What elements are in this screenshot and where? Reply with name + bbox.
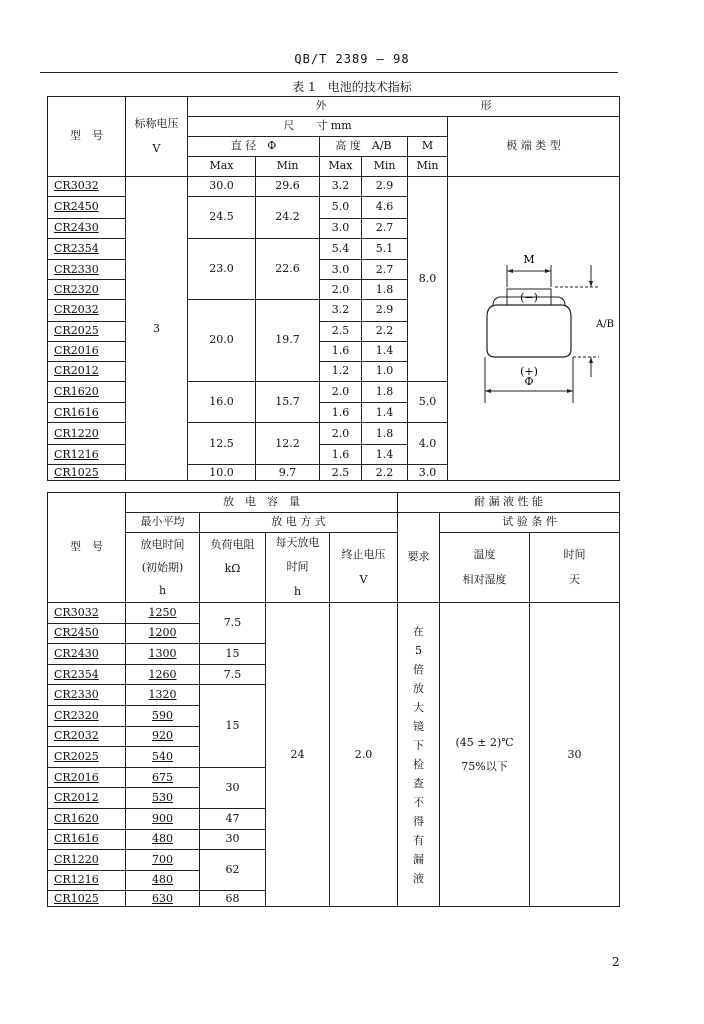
endv-header <box>330 533 398 603</box>
rh-text: 75%以下 <box>461 759 508 773</box>
diagram-ab-label: A/B <box>595 319 614 330</box>
h-max-cell: 3.0 <box>320 260 362 280</box>
model-cell: CR2016 <box>48 341 126 361</box>
temp-header <box>440 533 530 603</box>
dims-header: 尺 寸 mm <box>188 117 448 137</box>
h-max-cell: 5.0 <box>320 197 362 219</box>
h-max-cell: 2.5 <box>320 321 362 341</box>
m-cell: 5.0 <box>408 381 448 423</box>
dia-min-cell: 12.2 <box>256 423 320 465</box>
m-cell: 4.0 <box>408 423 448 465</box>
dia-max-cell: 16.0 <box>188 381 256 423</box>
h-min-cell: 1.4 <box>362 445 408 465</box>
h-min-cell: 5.1 <box>362 238 408 260</box>
model-cell: CR2430 <box>48 644 126 665</box>
min-avg-header: 最小平均 <box>126 513 200 533</box>
model-cell: CR1620 <box>48 381 126 403</box>
temp-text: (45 ± 2)℃ <box>455 735 514 749</box>
hours-cell: 900 <box>126 808 200 829</box>
model-cell: CR2032 <box>48 726 126 747</box>
diagram-m-label: M <box>522 253 535 266</box>
button-cell-diagram <box>449 177 619 477</box>
diagram-phi-label: Φ <box>523 375 534 388</box>
model-cell: CR2025 <box>48 321 126 341</box>
endv-value: 2.0 <box>330 603 398 907</box>
model-cell: CR2016 <box>48 767 126 788</box>
hours-cell: 1320 <box>126 685 200 706</box>
dia-min-cell: 9.7 <box>256 465 320 481</box>
requirement-header: 要求 <box>398 513 440 603</box>
hours-cell: 675 <box>126 767 200 788</box>
table-caption: 表 1 电池的技术指标 <box>292 80 412 94</box>
model-cell: CR2330 <box>48 260 126 280</box>
load-unit: kΩ <box>224 561 241 575</box>
h-max-cell: 2.0 <box>320 423 362 445</box>
voltage-header <box>126 97 188 177</box>
model-cell: CR2032 <box>48 300 126 322</box>
h-max-header: Max <box>320 157 362 177</box>
model-cell: CR1216 <box>48 870 126 891</box>
model-cell: CR1220 <box>48 423 126 445</box>
dia-max-cell: 23.0 <box>188 238 256 300</box>
time-value: 30 <box>530 603 620 907</box>
model-cell: CR1216 <box>48 445 126 465</box>
hours-unit: h <box>126 581 200 603</box>
hours-cell: 920 <box>126 726 200 747</box>
dia-max-cell: 20.0 <box>188 300 256 382</box>
hours-cell: 480 <box>126 870 200 891</box>
time-unit: 天 <box>569 572 580 586</box>
h-max-cell: 1.6 <box>320 341 362 361</box>
temp-header-label: 温度 <box>473 548 496 562</box>
model-cell: CR1620 <box>48 808 126 829</box>
appearance-header: 外 形 <box>188 97 620 117</box>
model-cell: CR2450 <box>48 623 126 644</box>
temp-value <box>440 603 530 907</box>
h-min-cell: 1.4 <box>362 341 408 361</box>
m-cell: 3.0 <box>408 465 448 481</box>
h-min-cell: 1.8 <box>362 381 408 403</box>
h-max-cell: 1.2 <box>320 361 362 381</box>
voltage-header-label: 标称电压 <box>134 117 179 131</box>
h-min-header: Min <box>362 157 408 177</box>
spec-table-dimensions <box>47 96 620 481</box>
voltage-unit: V <box>152 141 161 155</box>
dia-min-cell: 22.6 <box>256 238 320 300</box>
h-min-cell: 1.4 <box>362 403 408 423</box>
model-header: 型 号 <box>48 97 126 177</box>
conditions-header: 试 验 条 件 <box>440 513 620 533</box>
dia-max-cell: 10.0 <box>188 465 256 481</box>
daily-header-label: 每天放电 <box>275 536 320 550</box>
method-header: 放 电 方 式 <box>200 513 398 533</box>
h-max-cell: 2.0 <box>320 280 362 300</box>
dia-min-cell: 15.7 <box>256 381 320 423</box>
hours-cell: 630 <box>126 891 200 907</box>
hours-cell: 1200 <box>126 623 200 644</box>
h-max-cell: 3.2 <box>320 177 362 197</box>
load-cell: 30 <box>200 767 266 808</box>
model-cell: CR2012 <box>48 788 126 809</box>
model-cell: CR3032 <box>48 603 126 624</box>
endv-header-label: 终止电压 <box>341 548 386 562</box>
requirement-value <box>398 603 440 907</box>
load-cell: 7.5 <box>200 603 266 644</box>
hours-cell: 700 <box>126 850 200 871</box>
dia-min-header: Min <box>256 157 320 177</box>
h-max-cell: 1.6 <box>320 445 362 465</box>
hours-cell: 480 <box>126 829 200 850</box>
load-cell: 7.5 <box>200 664 266 685</box>
positive-terminal-label: (+) <box>519 365 538 378</box>
daily-header <box>266 533 330 603</box>
hours-cell: 530 <box>126 788 200 809</box>
h-min-cell: 4.6 <box>362 197 408 219</box>
model-header: 型 号 <box>48 493 126 603</box>
model-cell: CR1025 <box>48 465 126 481</box>
leak-header: 耐 漏 液 性 能 <box>398 493 620 513</box>
hours-cell: 1300 <box>126 644 200 665</box>
load-header <box>200 533 266 581</box>
h-min-cell: 2.2 <box>362 465 408 481</box>
model-cell: CR2430 <box>48 218 126 238</box>
negative-terminal-label: (−) <box>519 291 538 304</box>
model-cell: CR2025 <box>48 747 126 768</box>
m-cell: 8.0 <box>408 177 448 382</box>
height-header: 高 度 A/B <box>320 137 408 157</box>
standard-header: QB/T 2389 — 98 <box>294 52 410 66</box>
h-min-cell: 1.0 <box>362 361 408 381</box>
load-cell: 15 <box>200 644 266 665</box>
model-cell: CR2354 <box>48 238 126 260</box>
load-cell: 30 <box>200 829 266 850</box>
dia-max-cell: 12.5 <box>188 423 256 465</box>
m-header: M <box>408 137 448 157</box>
load-cell: 62 <box>200 850 266 891</box>
load-cell: 47 <box>200 808 266 829</box>
h-min-cell: 2.9 <box>362 177 408 197</box>
header-rule <box>40 72 618 73</box>
h-max-cell: 1.6 <box>320 403 362 423</box>
model-cell: CR2330 <box>48 685 126 706</box>
spec-table-capacity <box>47 492 620 907</box>
diameter-header: 直 径 Φ <box>188 137 320 157</box>
h-min-cell: 1.8 <box>362 280 408 300</box>
h-min-cell: 2.7 <box>362 260 408 280</box>
h-min-cell: 1.8 <box>362 423 408 445</box>
terminal-diagram-cell <box>448 177 620 481</box>
dia-max-cell: 30.0 <box>188 177 256 197</box>
model-cell: CR2354 <box>48 664 126 685</box>
model-cell: CR2450 <box>48 197 126 219</box>
model-cell: CR1220 <box>48 850 126 871</box>
hours-cell: 1250 <box>126 603 200 624</box>
endv-unit: V <box>359 572 368 586</box>
capacity-header: 放 电 容 量 <box>126 493 398 513</box>
h-min-cell: 2.9 <box>362 300 408 322</box>
m-min-header: Min <box>408 157 448 177</box>
model-cell: CR2320 <box>48 705 126 726</box>
hours-cell: 1260 <box>126 664 200 685</box>
load-header-label: 负荷电阻 <box>210 537 255 551</box>
dia-min-cell: 29.6 <box>256 177 320 197</box>
h-max-cell: 2.5 <box>320 465 362 481</box>
model-cell: CR3032 <box>48 177 126 197</box>
model-cell: CR2320 <box>48 280 126 300</box>
hours-cell: 590 <box>126 705 200 726</box>
h-min-cell: 2.2 <box>362 321 408 341</box>
dia-max-header: Max <box>188 157 256 177</box>
requirement-text: 在5倍放大镜下检查不得有漏液 <box>413 624 424 885</box>
h-min-cell: 2.7 <box>362 218 408 238</box>
model-cell: CR1025 <box>48 891 126 907</box>
voltage-value: 3 <box>126 177 188 481</box>
h-max-cell: 2.0 <box>320 381 362 403</box>
rh-header-label: 相对湿度 <box>462 572 507 586</box>
discharge-time-header: 放电时间 <box>126 533 200 557</box>
daily-value: 24 <box>266 603 330 907</box>
time-header-label: 时间 <box>563 548 586 562</box>
hours-cell: 540 <box>126 747 200 768</box>
h-max-cell: 5.4 <box>320 238 362 260</box>
h-max-cell: 3.2 <box>320 300 362 322</box>
dia-max-cell: 24.5 <box>188 197 256 239</box>
model-cell: CR2012 <box>48 361 126 381</box>
load-cell: 15 <box>200 685 266 767</box>
page-number: 2 <box>612 955 620 969</box>
daily-header-label2: 时间 <box>286 560 309 574</box>
initial-header: (初始期) <box>126 557 200 581</box>
time-header <box>530 533 620 603</box>
h-max-cell: 3.0 <box>320 218 362 238</box>
load-cell: 68 <box>200 891 266 907</box>
model-cell: CR1616 <box>48 403 126 423</box>
terminal-header: 极 端 类 型 <box>448 117 620 177</box>
dia-min-cell: 19.7 <box>256 300 320 382</box>
daily-unit: h <box>293 584 302 598</box>
dia-min-cell: 24.2 <box>256 197 320 239</box>
model-cell: CR1616 <box>48 829 126 850</box>
load-spacer <box>200 581 266 603</box>
